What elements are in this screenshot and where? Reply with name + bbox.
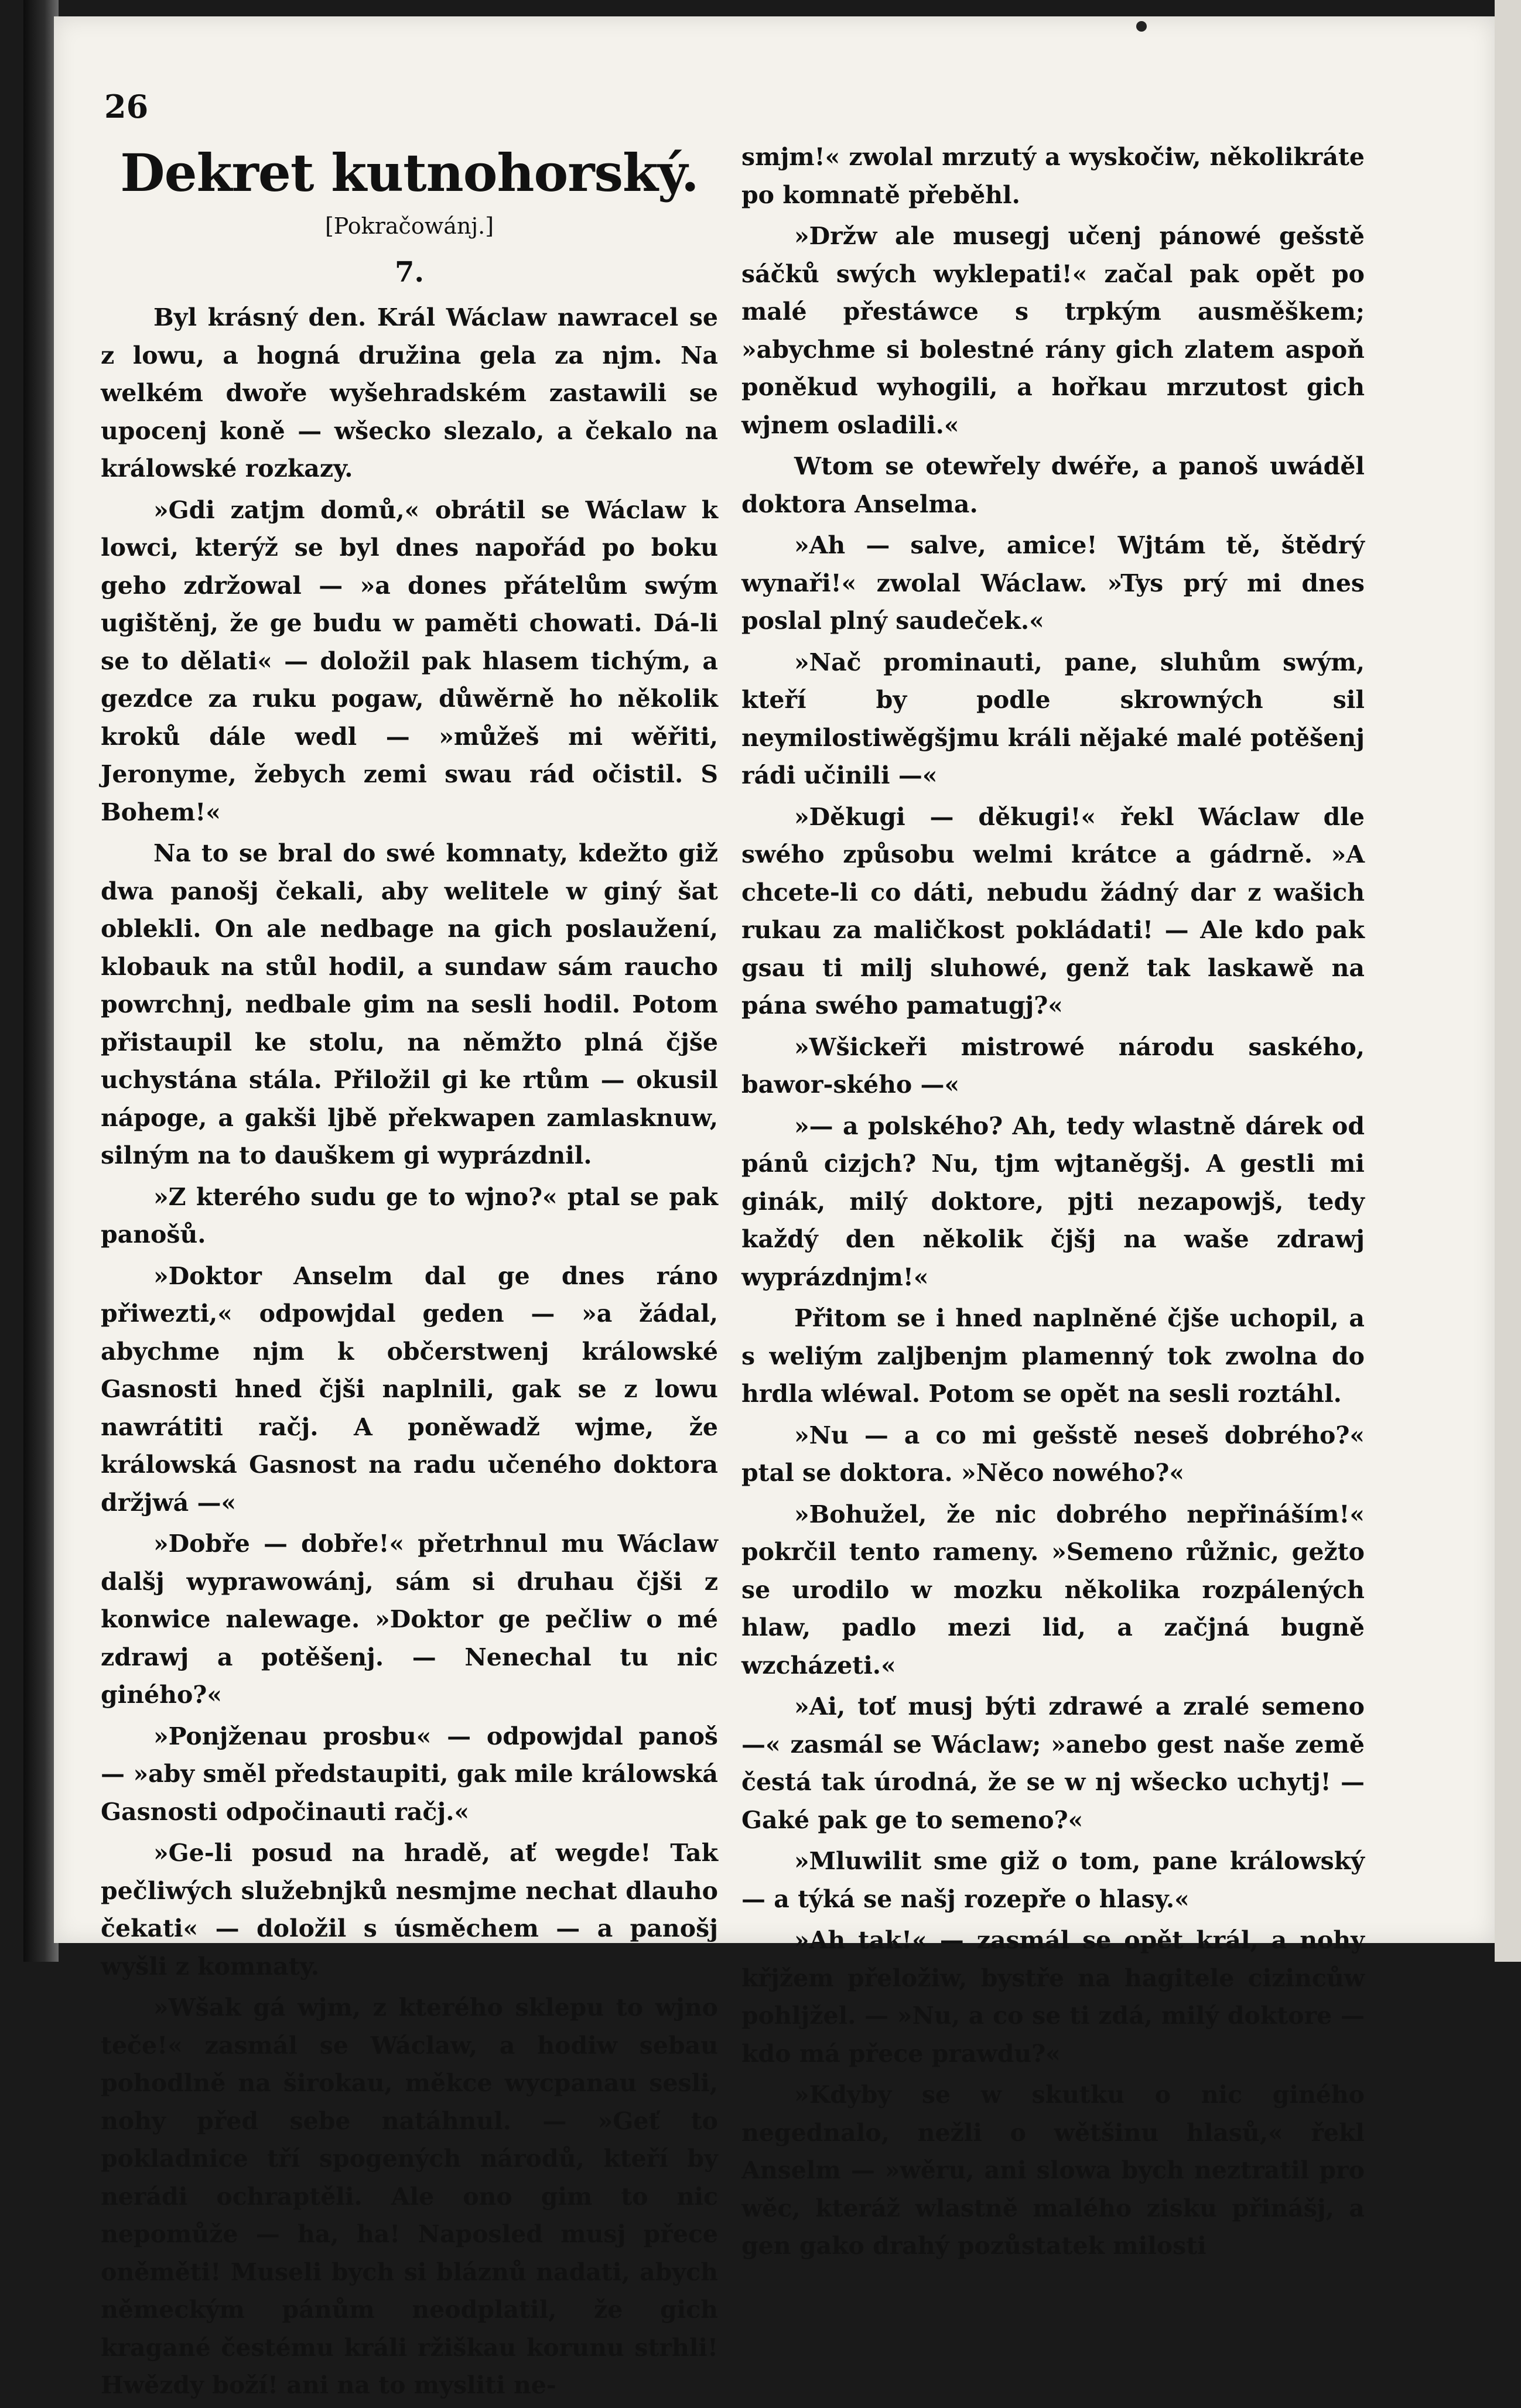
scan-left-edge <box>23 0 59 1962</box>
paragraph: »Wšickeři mistrowé národu saského, bawor-ského —« <box>741 1032 1365 1099</box>
scan-right-strip <box>1495 0 1521 1962</box>
left-column <box>101 138 718 2408</box>
paragraph: »Dobře — dobře!« přetrhnul mu Wáclaw dalšj wyprawowánj, sám si druhau čjši z konwice nalewage. »Doktor ge pečliw o mé zdrawj a potěšenj. — Nenechal tu nic giného?« <box>101 1530 718 1709</box>
paragraph: Přitom se i hned naplněné čjše uchopil, a s weliým zaljbenjm plamenný tok zwolna do hrdla wléwal. Potom se opět na sesli roztáhl. <box>741 1304 1365 1408</box>
paragraph: »— a polského? Ah, tedy wlastně dárek od pánů cizjch? Nu, tjm wjtaněgšj. A gestli mi ginák, milý doktore, pjti nezapowjš, tedy každý den několik čjšj na waše zdrawj wyprázdnjm!« <box>741 1111 1365 1291</box>
paragraph: »Ponjženau prosbu« — odpowjdal panoš — »aby směl předstaupiti, gak mile králowská Gasnosti odpočinauti račj.« <box>101 1722 718 1826</box>
ink-speck <box>1136 21 1147 32</box>
paragraph: »Bohužel, že nic dobrého nepřináším!« pokrčil tento rameny. »Semeno růžnic, gežto se urodilo w mozku několika rozpálených hlaw, padlo mezi lid, a začjná bugně wzcházeti.« <box>741 1500 1365 1680</box>
paragraph: »Doktor Anselm dal ge dnes ráno přiwezti,« odpowjdal geden — »a žádal, abychme njm k občerstwenj králowské Gasnosti hned čjši naplnili, gak se z lowu nawrátiti račj. A poněwadž wjme, že králowská Gasnost na radu učeného doktora držjwá —« <box>101 1261 718 1517</box>
paragraph: »Z kterého sudu ge to wjno?« ptal se pak panošů. <box>101 1182 718 1249</box>
paragraph: »Nu — a co mi gešstě neseš dobrého?« ptal se doktora. »Něco nowého?« <box>741 1421 1365 1487</box>
paragraph: »Ai, toť musj býti zdrawé a zralé semeno —« zasmál se Wáclaw; »anebo gest naše země čestá tak úrodná, že se w nj wšecko uchytj! — Gaké pak ge to semeno?« <box>741 1692 1365 1834</box>
paragraph: »Děkugi — děkugi!« řekl Wáclaw dle swého způsobu welmi krátce a gádrně. »A chcete-li co dáti, nebudu žádný dar z wašich rukau za maličkost pokládati! — Ale kdo pak gsau ti milj sluhowé, genž tak laskawě na pána swého pamatugj?« <box>741 802 1365 1020</box>
section-number: 7. <box>394 256 425 289</box>
paragraph: »Kdyby se w skutku o nic giného negednalo, nežli o wětšinu hlasů,« řekl Anselm — »wěru, ani slowa bych neztratil pro wěc, kteráž wlastně malého zisku přinášj, a gen gako drahý pozůstatek milosti <box>741 2081 1365 2260</box>
paragraph: »Ge-li posud na hradě, ať wegde! Tak pečliwých služebnjků nesmjme nechat dlauho čekati« — doložil s úsměchem — a panošj wyšli z komnaty. <box>101 1839 718 1981</box>
paragraph: Wtom se otewřely dwéře, a panoš uwáděl doktora Anselma. <box>741 452 1365 518</box>
page-number: 26 <box>104 88 149 125</box>
paragraph: »Držw ale musegj učenj pánowé gešstě sáčků swých wyklepati!« začal pak opět po malé přestáwce s trpkým ausměškem; »abychme si bolestné rány gich zlatem aspoň poněkud wyhogili, a hořkau mrzutost gich wjnem osladili.« <box>741 222 1365 439</box>
paragraph: »Gdi zatjm domů,« obrátil se Wáclaw k lowci, kterýž se byl dnes napořád po boku geho zdržowal — »a dones přátelům swým ugištěnj, že ge budu w paměti chowati. Dá-li se to dělati« — doložil pak hlasem tichým, a gezdce za ruku pogaw, důwěrně ho několik kroků dále wedl — »můžeš mi wěřiti, Jeronyme, žebych zemi swau rád očistil. S Bohem!« <box>101 495 718 826</box>
continuation-note: [Pokračowánj.] <box>324 213 494 239</box>
paragraph: Na to se bral do swé komnaty, kdežto giž dwa panošj čekali, aby welitele w giný šat oblekli. On ale nedbage na gich poslaužení, klobauk na stůl hodil, a sundaw sám raucho powrchnj, nedbale gim na sesli hodil. Potom přistaupil ke stolu, na němžto plná čjše uchystána stála. Přiložil gi ke rtům — okusil nápoge, a gakši ljbě překwapen zamlasknuw, silným na to dauškem gi wyprázdnil. <box>101 839 718 1169</box>
paragraph: »Wšak gá wjm, z kterého sklepu to wjno teče!« zasmál se Wáclaw, a hodiw sebau pohodlně na širokau, měkce wycpanau sesli, nohy před sebe natáhnul. — »Geť to pokladnice tří spogených národů, kteří by nerádi ochraptěli. Ale ono gim to nic nepomůže — ha, ha! Naposled musj přece oněměti! Museli bych si bláznů nadati, abych německým pánům neodplatil, že gich kragané čestému králi ržiškau korunu strhli! Hwězdy boží! ani na to mysliti ne- <box>101 1993 718 2399</box>
paragraph: »Nač prominauti, pane, sluhům swým, kteří by podle skrowných sil neymilostiwěgšjmu králi nějaké malé potěšenj rádi učinili —« <box>741 648 1365 789</box>
right-column <box>741 138 1365 2269</box>
paragraph-continued: smjm!« zwolal mrzutý a wyskočiw, několikráte po komnatě přeběhl. <box>741 143 1365 209</box>
paragraph: »Mluwilit sme giž o tom, pane králowský — a týká se našj rozepře o hlasy.« <box>741 1847 1365 1913</box>
paragraph: »Ah — salve, amice! Wjtám tě, štědrý wynaři!« zwolal Wáclaw. »Tys prý mi dnes poslal plný saudeček.« <box>741 531 1365 635</box>
article-title: Dekret kutnohorský. <box>120 142 699 203</box>
paragraph: »Ah tak!« — zasmál se opět král, a nohy křjžem přeložiw, bystře na hagitele cizincůw pohljžel. — »Nu, a co se ti zdá, milý doktore — kdo má přece prawdu?« <box>741 1926 1365 2068</box>
paragraph: Byl krásný den. Král Wáclaw nawracel se z lowu, a hogná družina gela za njm. Na welkém dwoře wyšehradském zastawili se upocenj koně — wšecko slezalo, a čekalo na králowské rozkazy. <box>101 303 718 483</box>
